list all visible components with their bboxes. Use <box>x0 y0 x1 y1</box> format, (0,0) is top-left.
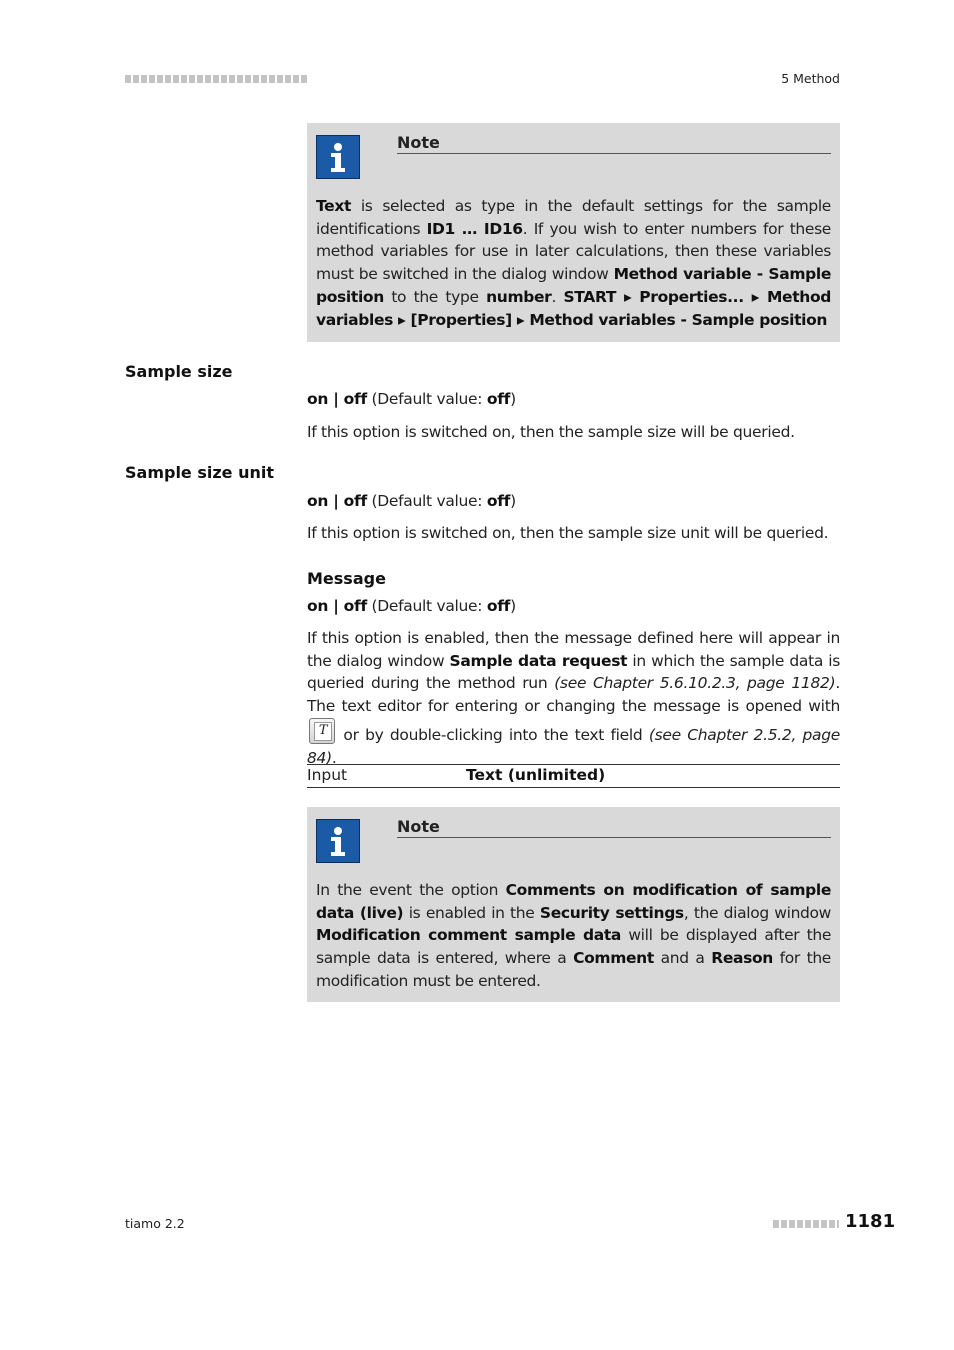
page-number: 1181 <box>845 1211 896 1232</box>
sample-size-unit-values: on | off (Default value: off) <box>307 492 516 510</box>
sample-size-description: If this option is switched on, then the sample size will be queried. <box>307 423 795 441</box>
note-box-2 <box>307 807 840 1002</box>
text-editor-icon: T <box>314 722 332 741</box>
info-icon <box>316 135 360 179</box>
sample-size-label: Sample size <box>125 362 233 381</box>
message-description: If this option is enabled, then the message defined here will appear in the dialog window Sample data request in which the sample data is queried during the method run (see Chapter 5.6.10.2.3, page 1182). The text editor for entering or changing the message is opened with T or by double-clicking into the text field (see Chapter 2.5.2, page 84). <box>307 629 840 767</box>
sample-size-unit-label: Sample size unit <box>125 463 275 482</box>
sample-size-values: on | off (Default value: off) <box>307 390 516 408</box>
input-value: Text (unlimited) <box>466 766 606 784</box>
input-label: Input <box>307 766 348 784</box>
footer-product: tiamo 2.2 <box>125 1216 185 1231</box>
header-decoration <box>125 75 307 83</box>
message-values: on | off (Default value: off) <box>307 597 516 615</box>
sample-size-unit-description: If this option is switched on, then the sample size unit will be queried. <box>307 524 829 542</box>
note-text: In the event the option Comments on modification of sample data (live) is enabled in the Security settings, the dialog window Modification comment sample data will be displayed after the sample data is entered, where a Comment and a Reason for the modification must be entered. <box>316 881 832 990</box>
input-table <box>307 764 840 788</box>
footer-decoration <box>773 1220 839 1228</box>
text-editor-button[interactable] <box>309 718 335 744</box>
info-icon <box>316 819 360 863</box>
note-title: Note <box>397 133 831 154</box>
note-box-1 <box>307 123 840 342</box>
message-label: Message <box>307 569 386 588</box>
note-text: Text is selected as type in the default settings for the sample identifications ID1 … ID16. If you wish to enter numbers for these method variables for use in later calculations, then these variables must be switched in the dialog window Method variable - Sample position to the type number. START ▸ Properties... ▸ Method variables ▸ [Properties] ▸ Method variables - Sample position <box>316 197 832 329</box>
note-title: Note <box>397 817 831 838</box>
menu-path: START ▸ Properties... ▸ Method variables ▸ [Properties] ▸ Method variables - Sample position <box>316 287 832 329</box>
chapter-title: 5 Method <box>781 71 840 86</box>
